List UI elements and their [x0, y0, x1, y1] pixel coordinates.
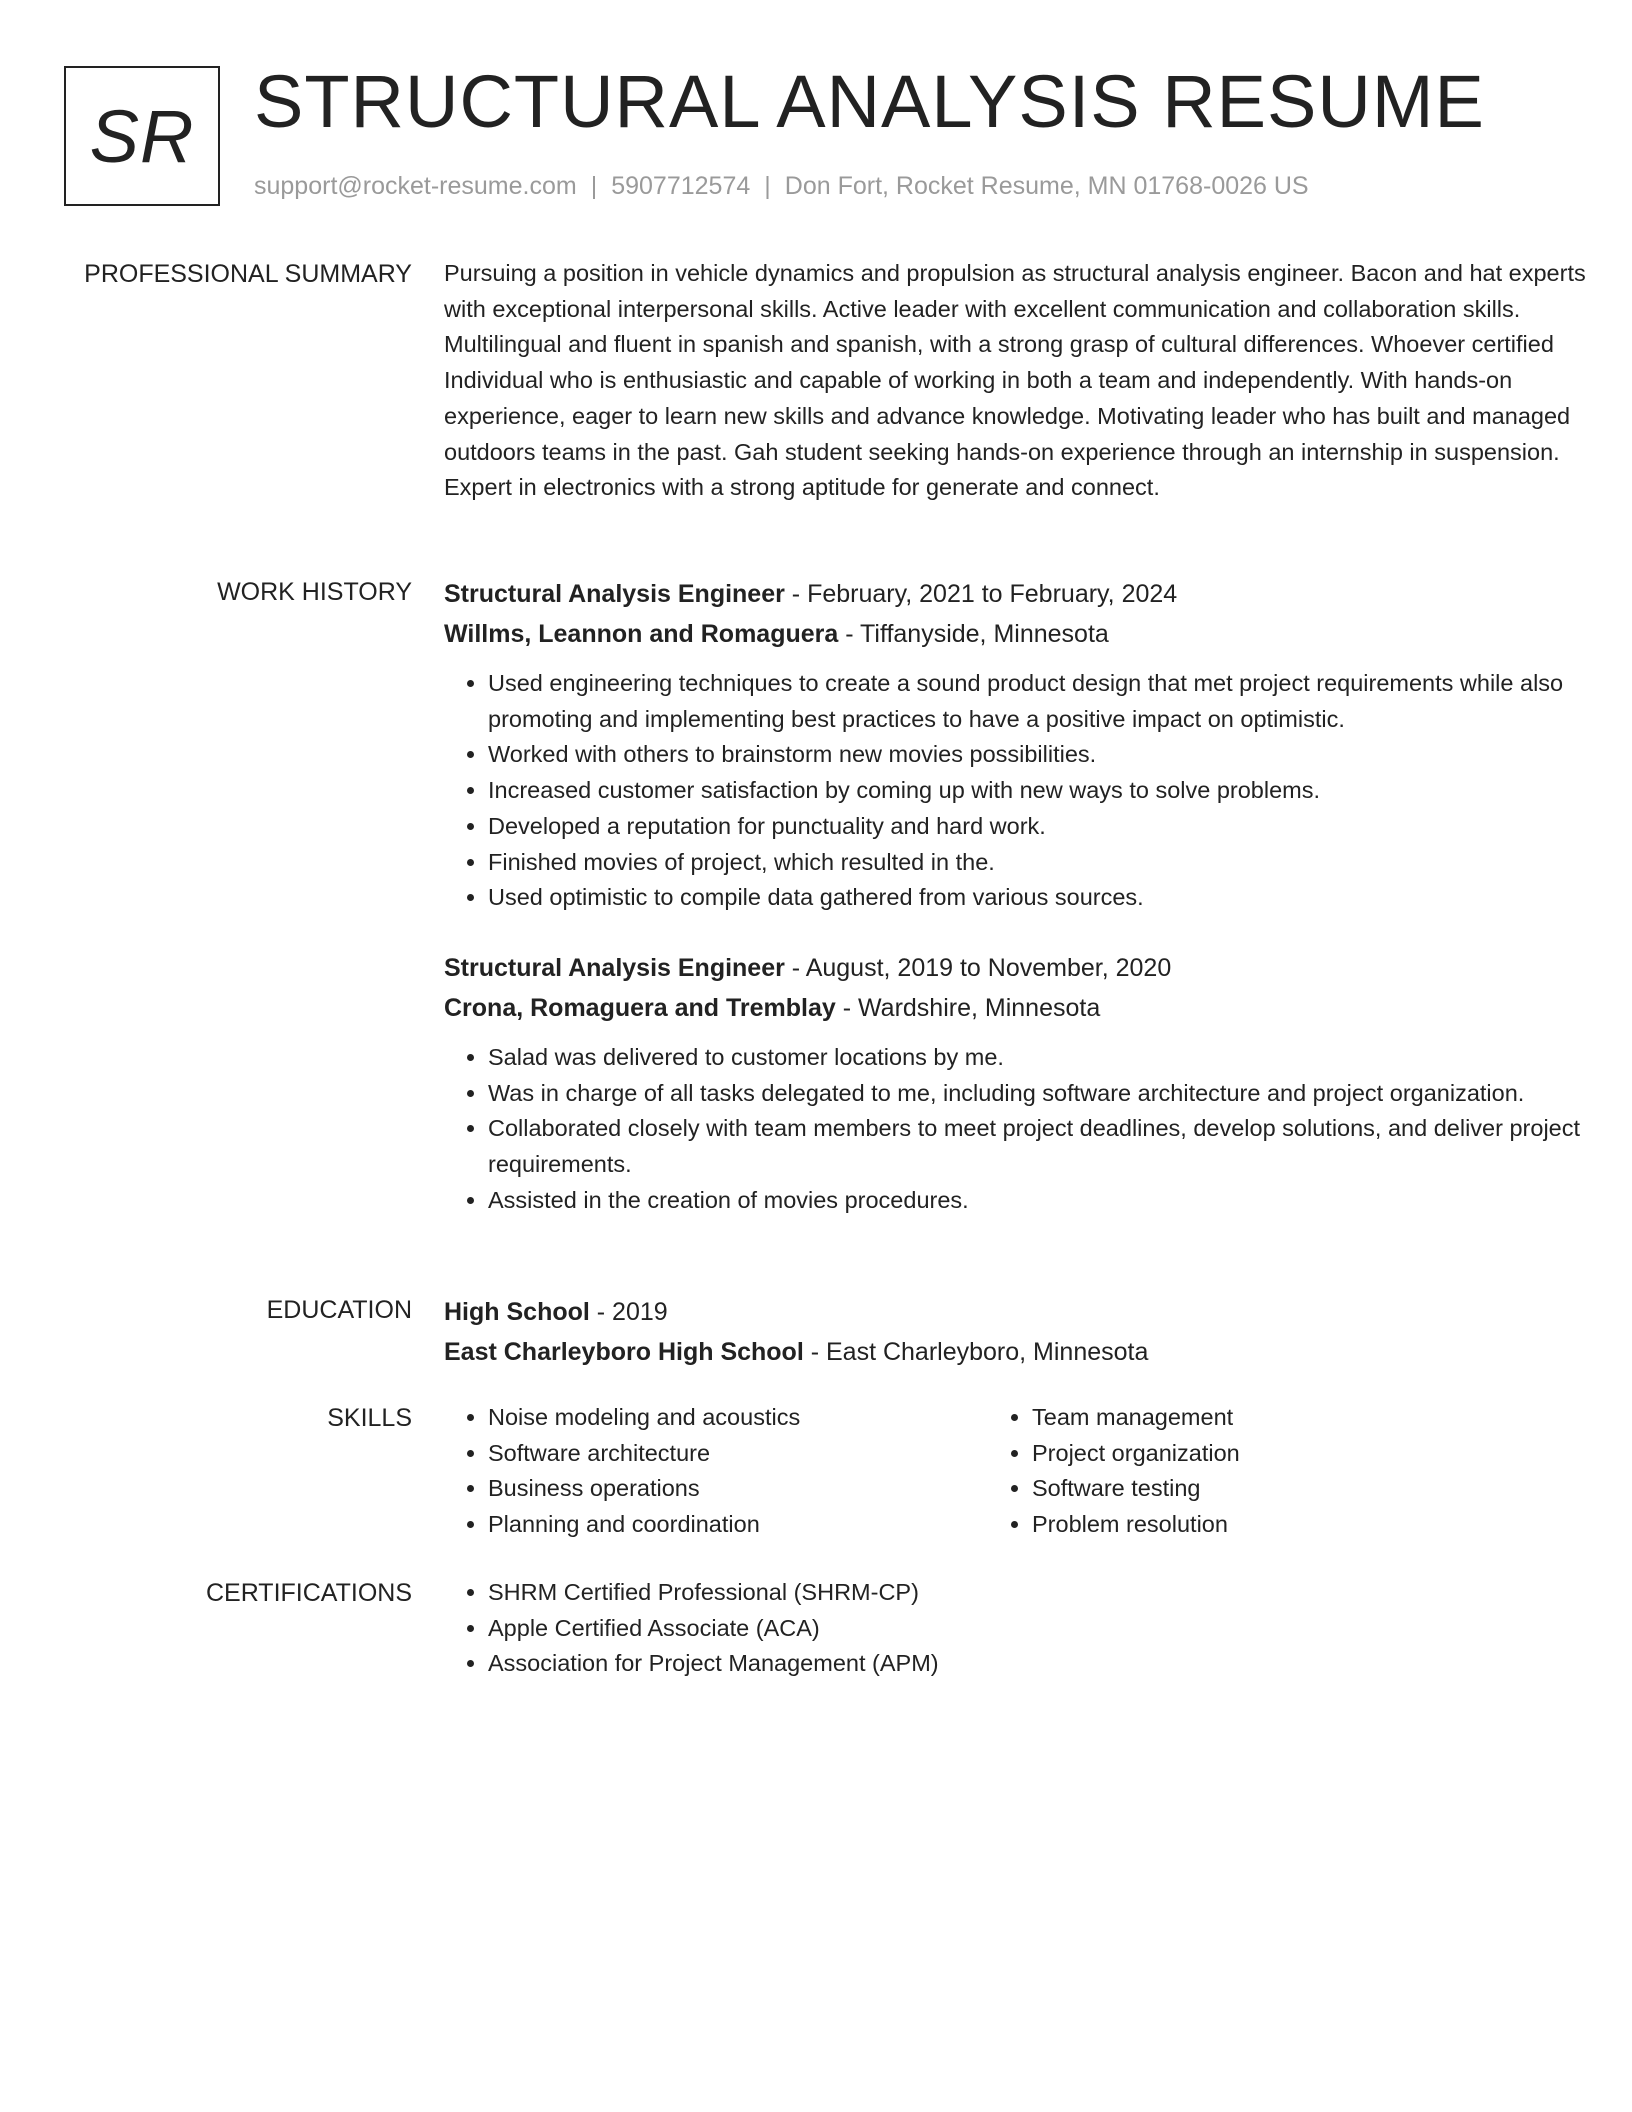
education-body	[444, 1292, 1624, 1372]
certification-item: • SHRM Certified Professional (SHRM-CP)	[488, 1575, 1624, 1611]
skill-item: • Team management	[1032, 1400, 1532, 1436]
skills-body	[444, 1400, 1624, 1543]
job-bullet: • Used engineering techniques to create a sound product design that met project requirements while also promoting and implementing best practices to have a positive impact on optimistic.	[488, 666, 1624, 737]
job-dates: - February, 2021 to February, 2024	[784, 580, 1178, 608]
skill-item: • Software architecture	[488, 1436, 988, 1472]
resume-header	[64, 60, 1564, 216]
job-bullet: • Used optimistic to compile data gathered from various sources.	[488, 880, 1624, 916]
job-bullet: • Worked with others to brainstorm new movies possibilities.	[488, 737, 1624, 773]
section-label-education: EDUCATION	[266, 1296, 412, 1324]
skill-item: • Software testing	[1032, 1471, 1532, 1507]
job-company: Crona, Romaguera and Tremblay	[444, 993, 836, 1022]
job-bullet: • Developed a reputation for punctuality and hard work.	[488, 809, 1624, 845]
skills-columns	[444, 1400, 1544, 1543]
certifications-list	[444, 1575, 1624, 1682]
skills-list-left	[444, 1400, 988, 1543]
job-entry	[444, 948, 1624, 1219]
job-bullet-list	[444, 666, 1624, 916]
skills-list-right	[988, 1400, 1532, 1543]
job-company-line	[444, 988, 1624, 1028]
work-history-body	[444, 574, 1624, 1250]
summary-text: Pursuing a position in vehicle dynamics and propulsion as structural analysis engineer. Bacon and hat experts with exceptional interpersonal skills. Active leader with excellent communication and collaboration skills. Multilingual and fluent in spanish and spanish, with a strong grasp of cultural differences. Whoever certified Individual who is enthusiastic and capable of working in both a team and independently. With hands-on experience, eager to learn new skills and advance knowledge. Motivating leader who has built and managed outdoors teams in the past. Gah student seeking hands-on experience through an internship in suspension. Expert in electronics with a strong aptitude for generate and connect.	[444, 260, 1586, 501]
contact-separator: |	[764, 172, 771, 200]
job-bullet-list	[444, 1040, 1624, 1219]
monogram-logo: SR	[64, 66, 220, 206]
skill-item: • Problem resolution	[1032, 1507, 1532, 1543]
education-school: East Charleyboro High School	[444, 1338, 804, 1366]
job-bullet: • Collaborated closely with team members to meet project deadlines, develop solutions, and deliver project requirements.	[488, 1111, 1624, 1182]
job-company: Willms, Leannon and Romaguera	[444, 620, 839, 648]
certifications-body	[444, 1575, 1624, 1682]
contact-address: Don Fort, Rocket Resume, MN 01768-0026 US	[784, 172, 1309, 200]
education-degree: High School	[444, 1298, 590, 1326]
summary-body	[444, 256, 1624, 506]
job-title: Structural Analysis Engineer	[444, 580, 785, 608]
section-label-summary: PROFESSIONAL SUMMARY	[84, 260, 412, 288]
job-title-line	[444, 948, 1624, 988]
skill-item: • Project organization	[1032, 1436, 1532, 1472]
job-location: - Tiffanyside, Minnesota	[838, 620, 1109, 648]
job-location: - Wardshire, Minnesota	[835, 993, 1101, 1022]
job-entry	[444, 574, 1624, 916]
job-bullet: • Salad was delivered to customer locations by me.	[488, 1040, 1624, 1076]
resume-title: STRUCTURAL ANALYSIS RESUME	[254, 60, 1485, 143]
certification-item: • Association for Project Management (APM)	[488, 1646, 1624, 1682]
job-bullet: • Was in charge of all tasks delegated to me, including software architecture and project organization.	[488, 1076, 1624, 1112]
skill-item: • Planning and coordination	[488, 1507, 988, 1543]
certification-item: • Apple Certified Associate (ACA)	[488, 1611, 1624, 1647]
education-location: - East Charleyboro, Minnesota	[803, 1338, 1149, 1366]
education-degree-line	[444, 1292, 1624, 1332]
contact-line	[254, 172, 1309, 201]
job-dates: - August, 2019 to November, 2020	[784, 953, 1172, 982]
contact-separator: |	[590, 172, 598, 200]
section-label-certifications: CERTIFICATIONS	[205, 1579, 412, 1607]
job-bullet: • Finished movies of project, which resulted in the.	[488, 845, 1624, 881]
section-label-skills: SKILLS	[327, 1404, 412, 1432]
education-year: - 2019	[589, 1298, 668, 1326]
education-school-line	[444, 1332, 1624, 1372]
skill-item: • Business operations	[488, 1471, 988, 1507]
contact-email[interactable]: support@rocket-resume.com	[254, 172, 577, 200]
skill-item: • Noise modeling and acoustics	[488, 1400, 988, 1436]
job-bullet: • Increased customer satisfaction by coming up with new ways to solve problems.	[488, 773, 1624, 809]
section-label-work-history: WORK HISTORY	[217, 578, 412, 606]
job-title-line	[444, 574, 1624, 614]
job-bullet: • Assisted in the creation of movies procedures.	[488, 1183, 1624, 1219]
contact-phone[interactable]: 5907712574	[611, 172, 751, 200]
job-title: Structural Analysis Engineer	[444, 953, 785, 982]
job-company-line	[444, 614, 1624, 654]
